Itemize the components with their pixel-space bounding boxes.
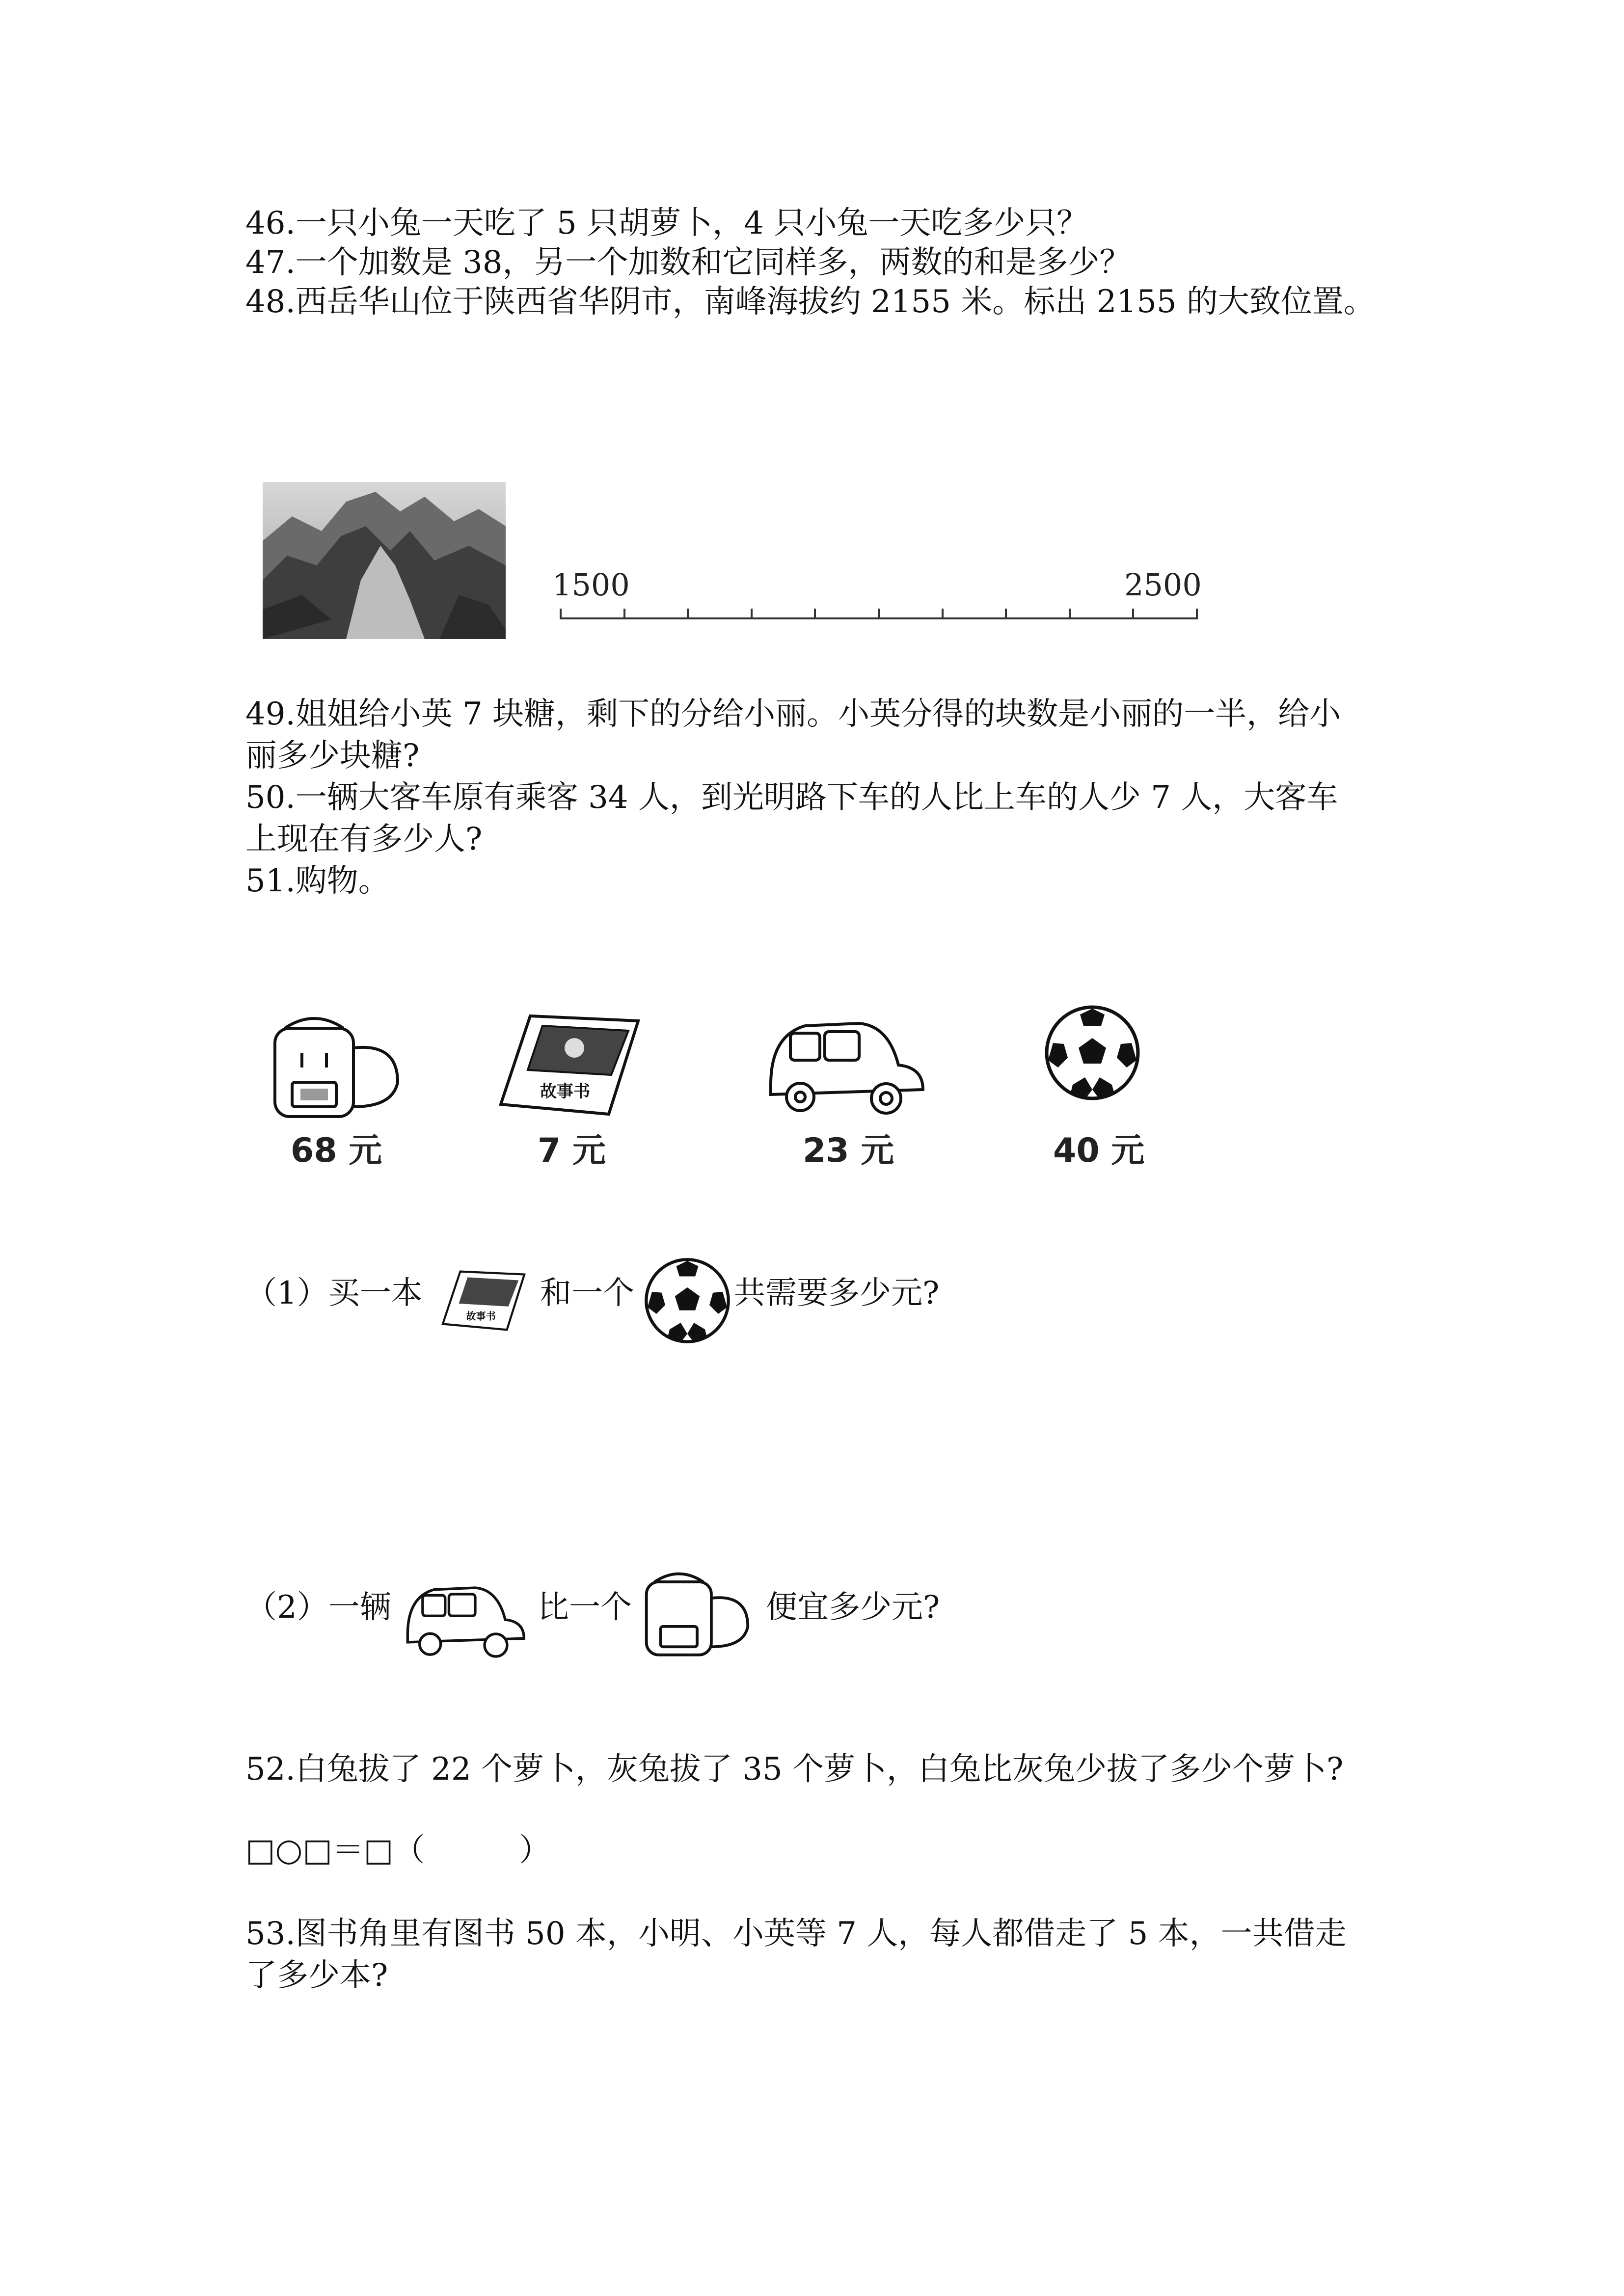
sub-question-1-part-a: （1）买一本 <box>245 1275 423 1311</box>
question-51: 51.购物。 <box>245 863 390 899</box>
number-line-tick <box>1132 609 1134 619</box>
number-line-tick <box>814 609 816 619</box>
number-line-tick <box>878 609 880 619</box>
number-line-tick <box>1196 609 1198 619</box>
football-price: 40 元 <box>1053 1131 1145 1170</box>
football-picture <box>1043 1004 1141 1102</box>
number-line-end-label: 2500 <box>1124 567 1202 603</box>
question-47: 47.一个加数是 38，另一个加数和它同样多，两数的和是多少？ <box>245 244 1131 281</box>
question-50-line1: 50.一辆大客车原有乘客 34 人，到光明路下车的人比上车的人少 7 人，大客车 <box>245 779 1338 816</box>
question-50-line2: 上现在有多少人? <box>245 821 483 857</box>
toy-car-small-icon <box>400 1578 528 1661</box>
question-52-formula: □○□＝□（ ） <box>245 1832 551 1869</box>
sub-question-2-part-c: 便宜多少元? <box>766 1589 940 1626</box>
question-49-line2: 丽多少块糖? <box>245 738 420 774</box>
toy-car-price: 23 元 <box>803 1131 894 1170</box>
number-line-tick <box>560 609 562 619</box>
mountain-photo <box>263 482 506 639</box>
question-53-line1: 53.图书角里有图书 50 本，小明、小英等 7 人，每人都借走了 5 本，一共借走 <box>245 1916 1347 1952</box>
number-line-tick <box>623 609 625 619</box>
football-small-icon <box>643 1256 731 1345</box>
svg-text:故事书: 故事书 <box>466 1310 496 1322</box>
question-49-line1: 49.姐姐给小英 7 块糖，剩下的分给小丽。小英分得的块数是小丽的一半，给小 <box>245 696 1341 732</box>
sub-question-2-part-b: 比一个 <box>538 1589 632 1626</box>
sub-question-1-part-b: 和一个 <box>540 1275 634 1311</box>
storybook-price: 7 元 <box>538 1131 606 1170</box>
number-line-tick <box>942 609 944 619</box>
sub-question-2-part-a: （2）一辆 <box>245 1589 391 1626</box>
number-line-start-label: 1500 <box>552 567 630 603</box>
sub-question-1-part-c: 共需要多少元? <box>734 1275 940 1311</box>
number-line-tick <box>1069 609 1071 619</box>
number-line-tick <box>687 609 689 619</box>
number-line-tick <box>1005 609 1007 619</box>
schoolbag-picture <box>265 1009 407 1121</box>
question-46: 46.一只小兔一天吃了 5 只胡萝卜，4 只小兔一天吃多少只？ <box>245 205 1088 241</box>
question-53-line2: 了多少本? <box>245 1957 388 1994</box>
storybook-small-icon <box>437 1266 530 1335</box>
schoolbag-small-icon <box>638 1566 756 1659</box>
storybook-picture <box>491 1011 648 1119</box>
schoolbag-price: 68 元 <box>291 1131 382 1170</box>
number-line-tick <box>751 609 753 619</box>
toy-car-picture <box>761 1011 928 1119</box>
question-48: 48.西岳华山位于陕西省华阴市，南峰海拔约 2155 米。标出 2155 的大致位置。 <box>245 284 1375 320</box>
question-52: 52.白兔拔了 22 个萝卜，灰兔拔了 35 个萝卜，白兔比灰兔少拔了多少个萝卜? <box>245 1751 1344 1788</box>
svg-text:故事书: 故事书 <box>540 1082 590 1101</box>
